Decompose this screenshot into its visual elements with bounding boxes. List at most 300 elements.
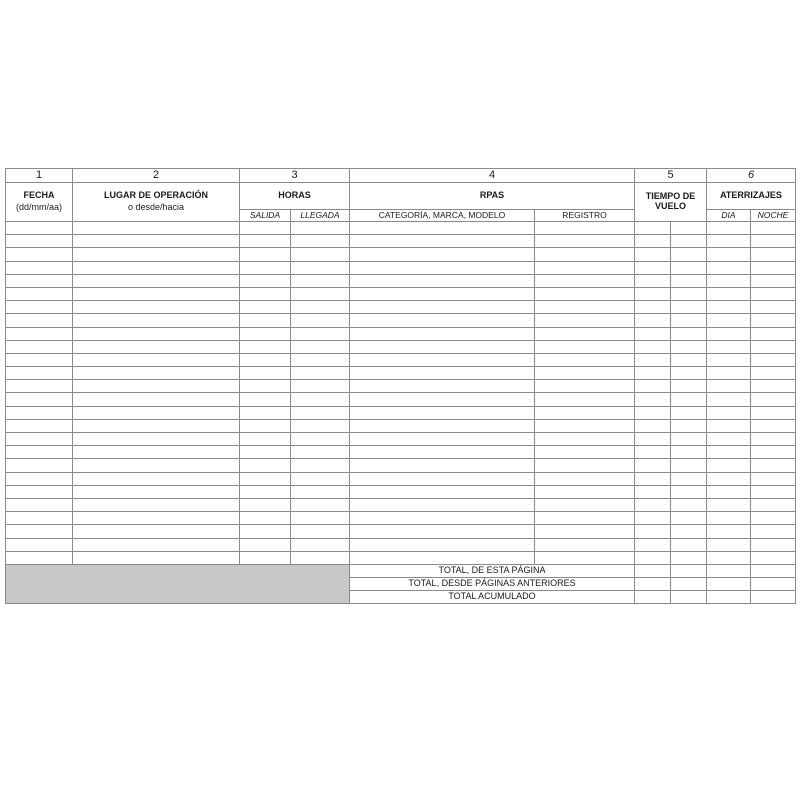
noche-cell[interactable] bbox=[751, 459, 796, 472]
header-tiempo-line2: VUELO bbox=[654, 201, 686, 211]
llegada-cell[interactable] bbox=[291, 551, 350, 564]
categoria-cell[interactable] bbox=[350, 406, 535, 419]
dia-cell[interactable] bbox=[707, 301, 751, 314]
noche-cell[interactable] bbox=[751, 327, 796, 340]
categoria-cell[interactable] bbox=[350, 512, 535, 525]
tiempo-cell[interactable] bbox=[635, 551, 671, 564]
log-entry-row bbox=[6, 235, 796, 248]
dia-cell[interactable] bbox=[707, 261, 751, 274]
log-entry-row bbox=[6, 498, 796, 511]
registro-cell[interactable] bbox=[535, 419, 635, 432]
categoria-cell[interactable] bbox=[350, 287, 535, 300]
column-number: 5 bbox=[635, 169, 707, 183]
lugar-cell[interactable] bbox=[73, 327, 240, 340]
salida-cell[interactable] bbox=[240, 406, 291, 419]
llegada-cell[interactable] bbox=[291, 433, 350, 446]
noche-cell[interactable] bbox=[751, 222, 796, 235]
tiempo-cell[interactable] bbox=[635, 512, 671, 525]
llegada-cell[interactable] bbox=[291, 419, 350, 432]
salida-cell[interactable] bbox=[240, 459, 291, 472]
categoria-cell[interactable] bbox=[350, 393, 535, 406]
total-cell[interactable] bbox=[671, 578, 707, 591]
tiempo-cell[interactable] bbox=[671, 353, 707, 366]
registro-cell[interactable] bbox=[535, 472, 635, 485]
llegada-cell[interactable] bbox=[291, 222, 350, 235]
dia-cell[interactable] bbox=[707, 512, 751, 525]
categoria-cell[interactable] bbox=[350, 380, 535, 393]
total-cell[interactable] bbox=[707, 578, 751, 591]
fecha-cell[interactable] bbox=[6, 261, 73, 274]
log-entry-row bbox=[6, 406, 796, 419]
lugar-cell[interactable] bbox=[73, 551, 240, 564]
salida-cell[interactable] bbox=[240, 512, 291, 525]
categoria-cell[interactable] bbox=[350, 446, 535, 459]
dia-cell[interactable] bbox=[707, 433, 751, 446]
total-cell[interactable] bbox=[751, 564, 796, 577]
noche-cell[interactable] bbox=[751, 340, 796, 353]
lugar-cell[interactable] bbox=[73, 406, 240, 419]
dia-cell[interactable] bbox=[707, 472, 751, 485]
tiempo-cell[interactable] bbox=[635, 380, 671, 393]
llegada-cell[interactable] bbox=[291, 525, 350, 538]
noche-cell[interactable] bbox=[751, 485, 796, 498]
fecha-cell[interactable] bbox=[6, 512, 73, 525]
tiempo-cell[interactable] bbox=[635, 353, 671, 366]
fecha-cell[interactable] bbox=[6, 287, 73, 300]
tiempo-cell[interactable] bbox=[635, 459, 671, 472]
tiempo-cell[interactable] bbox=[635, 472, 671, 485]
tiempo-cell[interactable] bbox=[671, 248, 707, 261]
registro-cell[interactable] bbox=[535, 538, 635, 551]
total-cell[interactable] bbox=[671, 564, 707, 577]
noche-cell[interactable] bbox=[751, 551, 796, 564]
salida-cell[interactable] bbox=[240, 367, 291, 380]
noche-cell[interactable] bbox=[751, 393, 796, 406]
lugar-cell[interactable] bbox=[73, 472, 240, 485]
noche-cell[interactable] bbox=[751, 287, 796, 300]
column-number: 6 bbox=[707, 169, 796, 183]
column-number: 3 bbox=[240, 169, 350, 183]
noche-cell[interactable] bbox=[751, 274, 796, 287]
tiempo-cell[interactable] bbox=[635, 222, 671, 235]
header-lugar-label: LUGAR DE OPERACIÓN bbox=[103, 190, 208, 201]
tiempo-cell[interactable] bbox=[671, 301, 707, 314]
salida-cell[interactable] bbox=[240, 380, 291, 393]
noche-cell[interactable] bbox=[751, 353, 796, 366]
tiempo-cell[interactable] bbox=[671, 327, 707, 340]
fecha-cell[interactable] bbox=[6, 222, 73, 235]
salida-cell[interactable] bbox=[240, 301, 291, 314]
salida-cell[interactable] bbox=[240, 433, 291, 446]
tiempo-cell[interactable] bbox=[635, 327, 671, 340]
salida-cell[interactable] bbox=[240, 353, 291, 366]
registro-cell[interactable] bbox=[535, 551, 635, 564]
categoria-cell[interactable] bbox=[350, 301, 535, 314]
llegada-cell[interactable] bbox=[291, 367, 350, 380]
tiempo-cell[interactable] bbox=[635, 406, 671, 419]
tiempo-cell[interactable] bbox=[671, 551, 707, 564]
log-entry-row bbox=[6, 525, 796, 538]
categoria-cell[interactable] bbox=[350, 459, 535, 472]
registro-cell[interactable] bbox=[535, 222, 635, 235]
subheader-salida: SALIDA bbox=[240, 210, 291, 222]
fecha-cell[interactable] bbox=[6, 301, 73, 314]
tiempo-cell[interactable] bbox=[671, 340, 707, 353]
categoria-cell[interactable] bbox=[350, 261, 535, 274]
fecha-cell[interactable] bbox=[6, 498, 73, 511]
header-row bbox=[6, 183, 796, 210]
totals-row bbox=[6, 564, 796, 577]
totals-label: TOTAL ACUMULADO bbox=[350, 591, 635, 604]
header-horas: HORAS bbox=[240, 183, 350, 210]
tiempo-cell[interactable] bbox=[671, 433, 707, 446]
llegada-cell[interactable] bbox=[291, 512, 350, 525]
dia-cell[interactable] bbox=[707, 380, 751, 393]
fecha-cell[interactable] bbox=[6, 314, 73, 327]
tiempo-cell[interactable] bbox=[671, 393, 707, 406]
llegada-cell[interactable] bbox=[291, 261, 350, 274]
lugar-cell[interactable] bbox=[73, 367, 240, 380]
dia-cell[interactable] bbox=[707, 551, 751, 564]
llegada-cell[interactable] bbox=[291, 538, 350, 551]
dia-cell[interactable] bbox=[707, 222, 751, 235]
categoria-cell[interactable] bbox=[350, 485, 535, 498]
dia-cell[interactable] bbox=[707, 287, 751, 300]
registro-cell[interactable] bbox=[535, 314, 635, 327]
tiempo-cell[interactable] bbox=[635, 301, 671, 314]
noche-cell[interactable] bbox=[751, 472, 796, 485]
fecha-cell[interactable] bbox=[6, 472, 73, 485]
dia-cell[interactable] bbox=[707, 340, 751, 353]
salida-cell[interactable] bbox=[240, 222, 291, 235]
categoria-cell[interactable] bbox=[350, 367, 535, 380]
noche-cell[interactable] bbox=[751, 525, 796, 538]
dia-cell[interactable] bbox=[707, 367, 751, 380]
lugar-cell[interactable] bbox=[73, 274, 240, 287]
tiempo-cell[interactable] bbox=[671, 274, 707, 287]
lugar-cell[interactable] bbox=[73, 235, 240, 248]
dia-cell[interactable] bbox=[707, 406, 751, 419]
tiempo-cell[interactable] bbox=[635, 485, 671, 498]
lugar-cell[interactable] bbox=[73, 525, 240, 538]
registro-cell[interactable] bbox=[535, 235, 635, 248]
registro-cell[interactable] bbox=[535, 485, 635, 498]
categoria-cell[interactable] bbox=[350, 551, 535, 564]
tiempo-cell[interactable] bbox=[635, 393, 671, 406]
fecha-cell[interactable] bbox=[6, 367, 73, 380]
categoria-cell[interactable] bbox=[350, 433, 535, 446]
dia-cell[interactable] bbox=[707, 446, 751, 459]
lugar-cell[interactable] bbox=[73, 353, 240, 366]
lugar-cell[interactable] bbox=[73, 538, 240, 551]
lugar-cell[interactable] bbox=[73, 301, 240, 314]
llegada-cell[interactable] bbox=[291, 248, 350, 261]
lugar-cell[interactable] bbox=[73, 393, 240, 406]
fecha-cell[interactable] bbox=[6, 380, 73, 393]
tiempo-cell[interactable] bbox=[671, 446, 707, 459]
noche-cell[interactable] bbox=[751, 367, 796, 380]
dia-cell[interactable] bbox=[707, 353, 751, 366]
log-entry-row bbox=[6, 353, 796, 366]
tiempo-cell[interactable] bbox=[635, 498, 671, 511]
registro-cell[interactable] bbox=[535, 525, 635, 538]
salida-cell[interactable] bbox=[240, 525, 291, 538]
lugar-cell[interactable] bbox=[73, 340, 240, 353]
fecha-cell[interactable] bbox=[6, 274, 73, 287]
salida-cell[interactable] bbox=[240, 538, 291, 551]
registro-cell[interactable] bbox=[535, 446, 635, 459]
salida-cell[interactable] bbox=[240, 314, 291, 327]
categoria-cell[interactable] bbox=[350, 538, 535, 551]
lugar-cell[interactable] bbox=[73, 498, 240, 511]
llegada-cell[interactable] bbox=[291, 353, 350, 366]
tiempo-cell[interactable] bbox=[671, 235, 707, 248]
noche-cell[interactable] bbox=[751, 248, 796, 261]
llegada-cell[interactable] bbox=[291, 459, 350, 472]
llegada-cell[interactable] bbox=[291, 485, 350, 498]
lugar-cell[interactable] bbox=[73, 261, 240, 274]
salida-cell[interactable] bbox=[240, 419, 291, 432]
log-entry-row bbox=[6, 340, 796, 353]
registro-cell[interactable] bbox=[535, 512, 635, 525]
lugar-cell[interactable] bbox=[73, 459, 240, 472]
llegada-cell[interactable] bbox=[291, 393, 350, 406]
tiempo-cell[interactable] bbox=[671, 485, 707, 498]
tiempo-cell[interactable] bbox=[671, 459, 707, 472]
dia-cell[interactable] bbox=[707, 235, 751, 248]
tiempo-cell[interactable] bbox=[635, 538, 671, 551]
total-cell[interactable] bbox=[635, 591, 671, 604]
llegada-cell[interactable] bbox=[291, 340, 350, 353]
llegada-cell[interactable] bbox=[291, 235, 350, 248]
lugar-cell[interactable] bbox=[73, 314, 240, 327]
categoria-cell[interactable] bbox=[350, 419, 535, 432]
noche-cell[interactable] bbox=[751, 538, 796, 551]
total-cell[interactable] bbox=[707, 564, 751, 577]
fecha-cell[interactable] bbox=[6, 235, 73, 248]
registro-cell[interactable] bbox=[535, 498, 635, 511]
registro-cell[interactable] bbox=[535, 406, 635, 419]
dia-cell[interactable] bbox=[707, 538, 751, 551]
categoria-cell[interactable] bbox=[350, 525, 535, 538]
header-aterrizajes: ATERRIZAJES bbox=[707, 183, 796, 210]
llegada-cell[interactable] bbox=[291, 406, 350, 419]
dia-cell[interactable] bbox=[707, 498, 751, 511]
lugar-cell[interactable] bbox=[73, 248, 240, 261]
tiempo-cell[interactable] bbox=[635, 433, 671, 446]
registro-cell[interactable] bbox=[535, 274, 635, 287]
salida-cell[interactable] bbox=[240, 261, 291, 274]
fecha-cell[interactable] bbox=[6, 538, 73, 551]
registro-cell[interactable] bbox=[535, 393, 635, 406]
categoria-cell[interactable] bbox=[350, 314, 535, 327]
fecha-cell[interactable] bbox=[6, 353, 73, 366]
categoria-cell[interactable] bbox=[350, 235, 535, 248]
registro-cell[interactable] bbox=[535, 261, 635, 274]
salida-cell[interactable] bbox=[240, 248, 291, 261]
noche-cell[interactable] bbox=[751, 512, 796, 525]
noche-cell[interactable] bbox=[751, 301, 796, 314]
log-entry-row bbox=[6, 222, 796, 235]
tiempo-cell[interactable] bbox=[671, 419, 707, 432]
tiempo-cell[interactable] bbox=[671, 222, 707, 235]
tiempo-cell[interactable] bbox=[635, 261, 671, 274]
dia-cell[interactable] bbox=[707, 485, 751, 498]
salida-cell[interactable] bbox=[240, 340, 291, 353]
dia-cell[interactable] bbox=[707, 459, 751, 472]
registro-cell[interactable] bbox=[535, 353, 635, 366]
noche-cell[interactable] bbox=[751, 446, 796, 459]
tiempo-cell[interactable] bbox=[671, 287, 707, 300]
lugar-cell[interactable] bbox=[73, 419, 240, 432]
noche-cell[interactable] bbox=[751, 406, 796, 419]
llegada-cell[interactable] bbox=[291, 301, 350, 314]
salida-cell[interactable] bbox=[240, 485, 291, 498]
dia-cell[interactable] bbox=[707, 248, 751, 261]
dia-cell[interactable] bbox=[707, 393, 751, 406]
lugar-cell[interactable] bbox=[73, 446, 240, 459]
tiempo-cell[interactable] bbox=[635, 525, 671, 538]
column-number: 4 bbox=[350, 169, 635, 183]
tiempo-cell[interactable] bbox=[671, 367, 707, 380]
log-entry-row bbox=[6, 274, 796, 287]
registro-cell[interactable] bbox=[535, 340, 635, 353]
tiempo-cell[interactable] bbox=[635, 274, 671, 287]
total-cell[interactable] bbox=[635, 578, 671, 591]
column-number: 1 bbox=[6, 169, 73, 183]
llegada-cell[interactable] bbox=[291, 287, 350, 300]
dia-cell[interactable] bbox=[707, 274, 751, 287]
fecha-cell[interactable] bbox=[6, 433, 73, 446]
lugar-cell[interactable] bbox=[73, 433, 240, 446]
dia-cell[interactable] bbox=[707, 314, 751, 327]
tiempo-cell[interactable] bbox=[671, 380, 707, 393]
total-cell[interactable] bbox=[707, 591, 751, 604]
tiempo-cell[interactable] bbox=[635, 287, 671, 300]
categoria-cell[interactable] bbox=[350, 327, 535, 340]
dia-cell[interactable] bbox=[707, 419, 751, 432]
header-fecha-format: (dd/mm/aa) bbox=[15, 202, 62, 212]
log-entry-row bbox=[6, 472, 796, 485]
fecha-cell[interactable] bbox=[6, 485, 73, 498]
categoria-cell[interactable] bbox=[350, 472, 535, 485]
llegada-cell[interactable] bbox=[291, 274, 350, 287]
salida-cell[interactable] bbox=[240, 393, 291, 406]
tiempo-cell[interactable] bbox=[635, 314, 671, 327]
llegada-cell[interactable] bbox=[291, 498, 350, 511]
lugar-cell[interactable] bbox=[73, 512, 240, 525]
registro-cell[interactable] bbox=[535, 433, 635, 446]
salida-cell[interactable] bbox=[240, 327, 291, 340]
tiempo-cell[interactable] bbox=[671, 498, 707, 511]
registro-cell[interactable] bbox=[535, 301, 635, 314]
llegada-cell[interactable] bbox=[291, 327, 350, 340]
fecha-cell[interactable] bbox=[6, 393, 73, 406]
fecha-cell[interactable] bbox=[6, 340, 73, 353]
registro-cell[interactable] bbox=[535, 380, 635, 393]
noche-cell[interactable] bbox=[751, 498, 796, 511]
tiempo-cell[interactable] bbox=[635, 340, 671, 353]
fecha-cell[interactable] bbox=[6, 459, 73, 472]
categoria-cell[interactable] bbox=[350, 340, 535, 353]
tiempo-cell[interactable] bbox=[671, 314, 707, 327]
categoria-cell[interactable] bbox=[350, 498, 535, 511]
registro-cell[interactable] bbox=[535, 459, 635, 472]
registro-cell[interactable] bbox=[535, 367, 635, 380]
tiempo-cell[interactable] bbox=[635, 367, 671, 380]
fecha-cell[interactable] bbox=[6, 248, 73, 261]
llegada-cell[interactable] bbox=[291, 472, 350, 485]
fecha-cell[interactable] bbox=[6, 419, 73, 432]
noche-cell[interactable] bbox=[751, 261, 796, 274]
noche-cell[interactable] bbox=[751, 314, 796, 327]
total-cell[interactable] bbox=[671, 591, 707, 604]
log-entry-row bbox=[6, 393, 796, 406]
total-cell[interactable] bbox=[751, 591, 796, 604]
tiempo-cell[interactable] bbox=[635, 248, 671, 261]
fecha-cell[interactable] bbox=[6, 327, 73, 340]
noche-cell[interactable] bbox=[751, 419, 796, 432]
header-lugar-sub: o desde/hacia bbox=[127, 202, 185, 212]
tiempo-cell[interactable] bbox=[635, 446, 671, 459]
tiempo-cell[interactable] bbox=[671, 525, 707, 538]
llegada-cell[interactable] bbox=[291, 380, 350, 393]
lugar-cell[interactable] bbox=[73, 380, 240, 393]
noche-cell[interactable] bbox=[751, 380, 796, 393]
registro-cell[interactable] bbox=[535, 327, 635, 340]
noche-cell[interactable] bbox=[751, 235, 796, 248]
tiempo-cell[interactable] bbox=[671, 512, 707, 525]
categoria-cell[interactable] bbox=[350, 353, 535, 366]
registro-cell[interactable] bbox=[535, 287, 635, 300]
total-cell[interactable] bbox=[751, 578, 796, 591]
salida-cell[interactable] bbox=[240, 235, 291, 248]
log-entry-row bbox=[6, 433, 796, 446]
dia-cell[interactable] bbox=[707, 327, 751, 340]
salida-cell[interactable] bbox=[240, 274, 291, 287]
salida-cell[interactable] bbox=[240, 498, 291, 511]
llegada-cell[interactable] bbox=[291, 314, 350, 327]
tiempo-cell[interactable] bbox=[671, 261, 707, 274]
tiempo-cell[interactable] bbox=[671, 406, 707, 419]
fecha-cell[interactable] bbox=[6, 525, 73, 538]
categoria-cell[interactable] bbox=[350, 248, 535, 261]
salida-cell[interactable] bbox=[240, 472, 291, 485]
noche-cell[interactable] bbox=[751, 433, 796, 446]
categoria-cell[interactable] bbox=[350, 274, 535, 287]
lugar-cell[interactable] bbox=[73, 222, 240, 235]
lugar-cell[interactable] bbox=[73, 485, 240, 498]
categoria-cell[interactable] bbox=[350, 222, 535, 235]
fecha-cell[interactable] bbox=[6, 406, 73, 419]
column-number: 2 bbox=[73, 169, 240, 183]
tiempo-cell[interactable] bbox=[635, 235, 671, 248]
registro-cell[interactable] bbox=[535, 248, 635, 261]
lugar-cell[interactable] bbox=[73, 287, 240, 300]
fecha-cell[interactable] bbox=[6, 551, 73, 564]
tiempo-cell[interactable] bbox=[635, 419, 671, 432]
salida-cell[interactable] bbox=[240, 287, 291, 300]
total-cell[interactable] bbox=[635, 564, 671, 577]
tiempo-cell[interactable] bbox=[671, 538, 707, 551]
totals-label: TOTAL, DESDE PÁGINAS ANTERIORES bbox=[350, 578, 635, 591]
tiempo-cell[interactable] bbox=[671, 472, 707, 485]
fecha-cell[interactable] bbox=[6, 446, 73, 459]
salida-cell[interactable] bbox=[240, 551, 291, 564]
llegada-cell[interactable] bbox=[291, 446, 350, 459]
dia-cell[interactable] bbox=[707, 525, 751, 538]
salida-cell[interactable] bbox=[240, 446, 291, 459]
